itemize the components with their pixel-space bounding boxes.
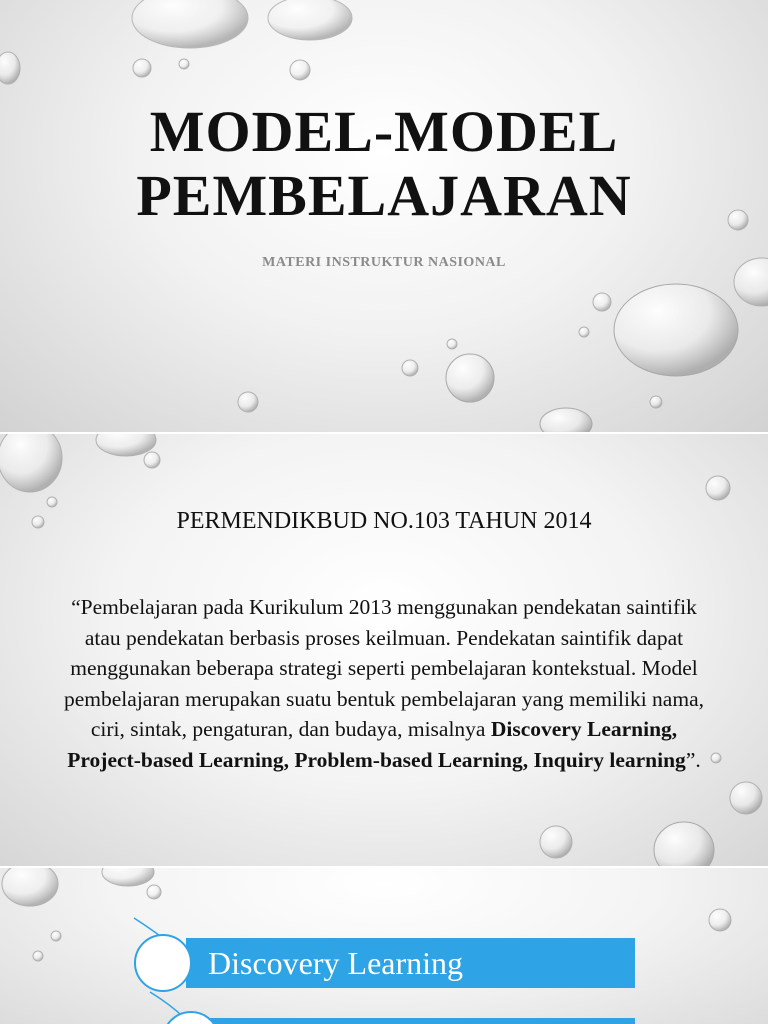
regulation-quote	[58, 592, 710, 775]
quote-bold-models: Discovery Learning, Project-based Learning, Problem-based Learning, Inquiry learning	[67, 717, 686, 772]
model-item-label: Discovery Learning	[208, 945, 464, 981]
title-line-2: PEMBELAJARAN	[136, 163, 632, 228]
slide-model-list	[0, 868, 768, 1024]
list-bullet-circle	[134, 934, 192, 992]
slide-title	[0, 0, 768, 432]
quote-end: ”.	[685, 747, 701, 772]
title-line-1: MODEL-MODEL	[149, 99, 619, 164]
quote-text: “Pembelajaran pada Kurikulum 2013 menggunakan pendekatan saintifik atau pendekatan berbasis proses keilmuan. Pendekatan saintifik dapat menggunakan beberapa strategi seperti pembelajaran kontekstual. Model pembelajaran merupakan suatu bentuk pembelajaran yang memiliki nama, ciri, sintak, pengaturan, dan budaya, misalnya	[64, 595, 704, 741]
model-item-next	[186, 1018, 635, 1024]
presentation-title	[0, 100, 768, 228]
slide-regulation	[0, 434, 768, 866]
presentation-subtitle: MATERI INSTRUKTUR NASIONAL	[262, 255, 506, 270]
model-item-discovery-learning	[186, 938, 635, 988]
regulation-heading: PERMENDIKBUD NO.103 TAHUN 2014	[176, 508, 592, 534]
